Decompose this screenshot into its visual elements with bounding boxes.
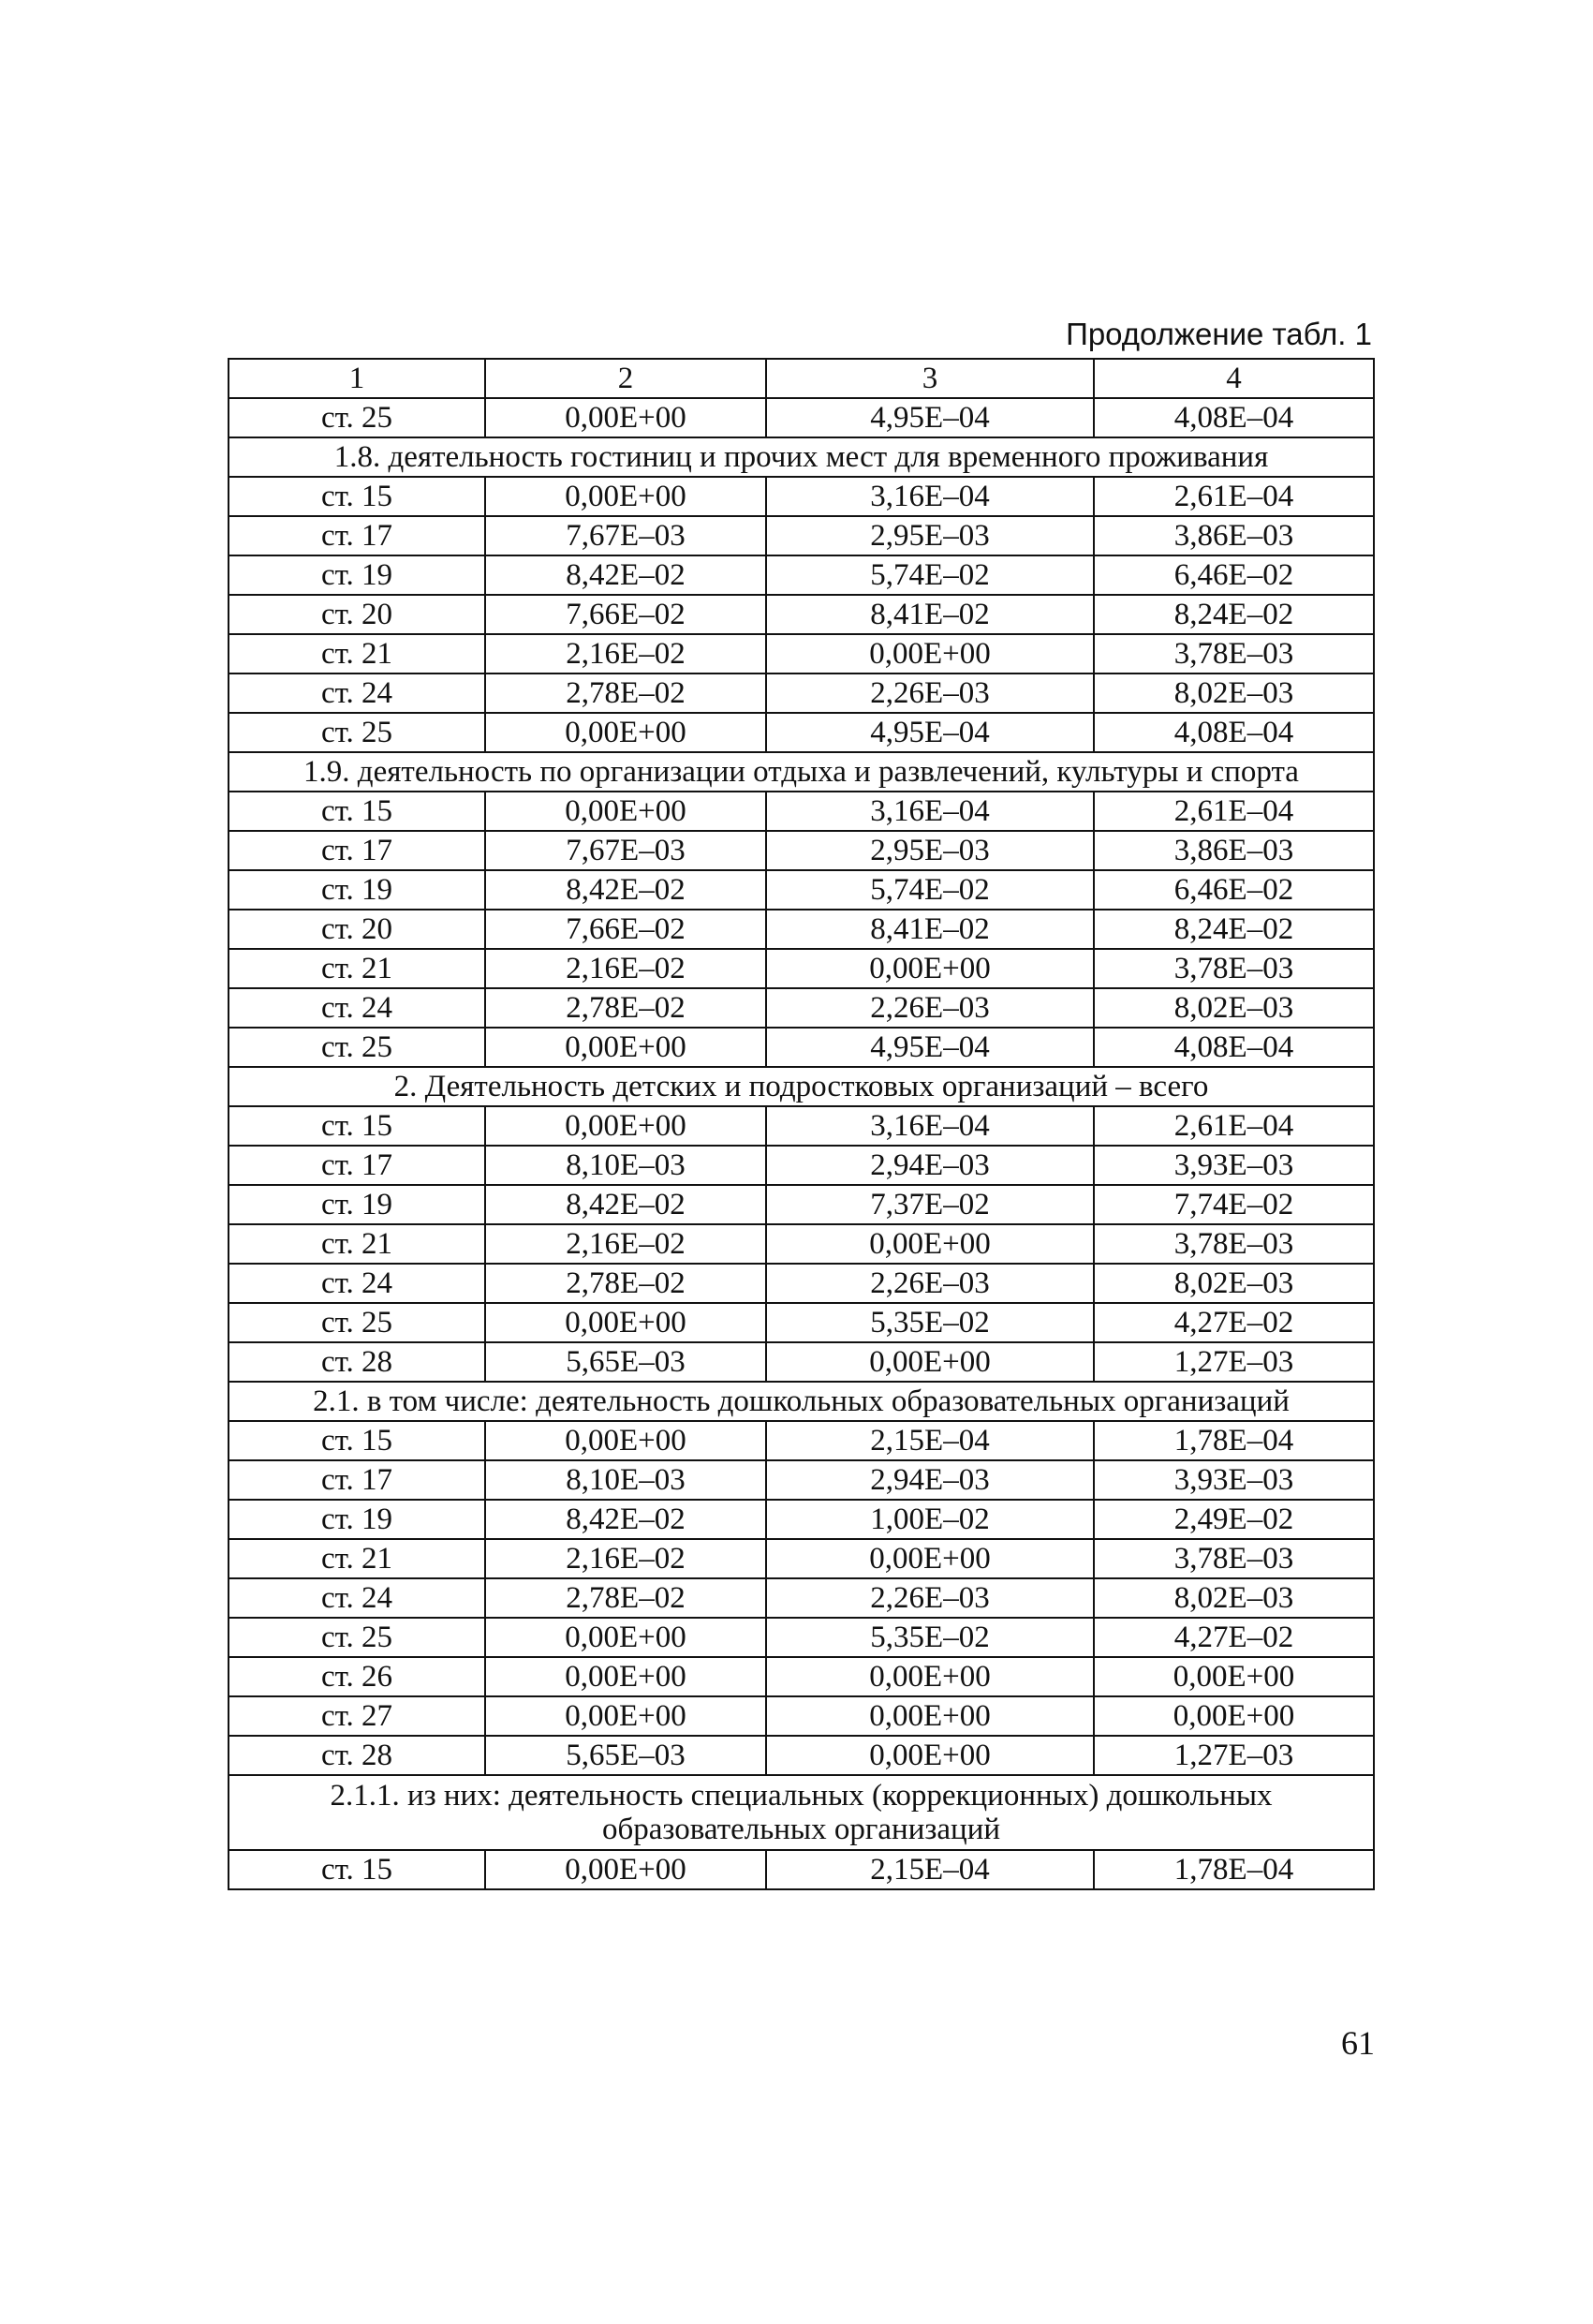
value-cell: 2,26E–03 [766, 1578, 1094, 1618]
table-row [229, 1500, 1374, 1539]
row-label-cell: ст. 28 [229, 1736, 485, 1775]
value-cell: 8,24E–02 [1094, 910, 1374, 949]
value-cell: 0,00E+00 [1094, 1696, 1374, 1736]
row-label-cell: ст. 15 [229, 792, 485, 831]
value-cell: 2,95E–03 [766, 831, 1094, 870]
row-label-cell: ст. 25 [229, 713, 485, 752]
value-cell: 2,94E–03 [766, 1460, 1094, 1500]
value-cell: 7,66E–02 [485, 595, 766, 634]
value-cell: 2,15E–04 [766, 1850, 1094, 1889]
value-cell: 7,74E–02 [1094, 1185, 1374, 1224]
table-row [229, 1303, 1374, 1342]
value-cell: 2,61E–04 [1094, 477, 1374, 516]
value-cell: 8,10E–03 [485, 1460, 766, 1500]
value-cell: 2,16E–02 [485, 1539, 766, 1578]
row-label-cell: ст. 21 [229, 634, 485, 674]
row-label-cell: ст. 15 [229, 1850, 485, 1889]
section-title: 2.1. в том числе: деятельность дошкольных образовательных организаций [229, 1382, 1374, 1421]
row-label-cell: ст. 19 [229, 1185, 485, 1224]
table-row [229, 1185, 1374, 1224]
value-cell: 4,27E–02 [1094, 1303, 1374, 1342]
value-cell: 8,10E–03 [485, 1146, 766, 1185]
section-header-row [229, 1382, 1374, 1421]
row-label-cell: ст. 25 [229, 398, 485, 437]
row-label-cell: ст. 26 [229, 1657, 485, 1696]
value-cell: 4,08E–04 [1094, 713, 1374, 752]
table-row [229, 949, 1374, 988]
column-header: 4 [1094, 359, 1374, 398]
data-table [228, 358, 1375, 1890]
value-cell: 0,00E+00 [766, 1736, 1094, 1775]
section-title: 1.9. деятельность по организации отдыха и развлечений, культуры и спорта [229, 752, 1374, 792]
section-title: 2.1.1. из них: деятельность специальных (коррекционных) дошкольных образовательных организаций [229, 1775, 1374, 1850]
value-cell: 3,16E–04 [766, 1106, 1094, 1146]
value-cell: 1,27E–03 [1094, 1342, 1374, 1382]
value-cell: 1,27E–03 [1094, 1736, 1374, 1775]
row-label-cell: ст. 17 [229, 1146, 485, 1185]
table-row [229, 674, 1374, 713]
value-cell: 3,93E–03 [1094, 1146, 1374, 1185]
value-cell: 8,42E–02 [485, 870, 766, 910]
value-cell: 5,65E–03 [485, 1342, 766, 1382]
value-cell: 0,00E+00 [485, 1106, 766, 1146]
value-cell: 7,67E–03 [485, 516, 766, 555]
table-row [229, 1850, 1374, 1889]
value-cell: 7,37E–02 [766, 1185, 1094, 1224]
row-label-cell: ст. 17 [229, 516, 485, 555]
row-label-cell: ст. 17 [229, 831, 485, 870]
value-cell: 2,26E–03 [766, 1264, 1094, 1303]
table-row [229, 1657, 1374, 1696]
value-cell: 3,16E–04 [766, 477, 1094, 516]
section-header-row [229, 1775, 1374, 1850]
value-cell: 2,49E–02 [1094, 1500, 1374, 1539]
section-header-row [229, 752, 1374, 792]
row-label-cell: ст. 24 [229, 988, 485, 1028]
value-cell: 3,78E–03 [1094, 949, 1374, 988]
value-cell: 7,67E–03 [485, 831, 766, 870]
value-cell: 1,78E–04 [1094, 1421, 1374, 1460]
value-cell: 0,00E+00 [485, 477, 766, 516]
value-cell: 3,16E–04 [766, 792, 1094, 831]
value-cell: 0,00E+00 [485, 1618, 766, 1657]
row-label-cell: ст. 15 [229, 1421, 485, 1460]
column-header: 2 [485, 359, 766, 398]
value-cell: 5,74E–02 [766, 870, 1094, 910]
value-cell: 2,15E–04 [766, 1421, 1094, 1460]
value-cell: 8,02E–03 [1094, 988, 1374, 1028]
row-label-cell: ст. 24 [229, 674, 485, 713]
value-cell: 0,00E+00 [766, 1342, 1094, 1382]
table-row [229, 1421, 1374, 1460]
row-label-cell: ст. 24 [229, 1264, 485, 1303]
section-header-row [229, 1067, 1374, 1106]
row-label-cell: ст. 21 [229, 1224, 485, 1264]
table-row [229, 1736, 1374, 1775]
table-body [229, 398, 1374, 1889]
table-row [229, 1146, 1374, 1185]
table-row [229, 1342, 1374, 1382]
table-row [229, 1028, 1374, 1067]
value-cell: 3,86E–03 [1094, 831, 1374, 870]
value-cell: 5,35E–02 [766, 1618, 1094, 1657]
value-cell: 8,02E–03 [1094, 674, 1374, 713]
table-row [229, 1224, 1374, 1264]
value-cell: 4,27E–02 [1094, 1618, 1374, 1657]
table-row [229, 398, 1374, 437]
value-cell: 0,00E+00 [485, 792, 766, 831]
row-label-cell: ст. 19 [229, 555, 485, 595]
table-row [229, 1460, 1374, 1500]
value-cell: 0,00E+00 [485, 713, 766, 752]
value-cell: 8,41E–02 [766, 595, 1094, 634]
value-cell: 3,78E–03 [1094, 1539, 1374, 1578]
row-label-cell: ст. 20 [229, 910, 485, 949]
value-cell: 0,00E+00 [485, 1850, 766, 1889]
table-row [229, 1539, 1374, 1578]
value-cell: 4,95E–04 [766, 398, 1094, 437]
row-label-cell: ст. 27 [229, 1696, 485, 1736]
row-label-cell: ст. 15 [229, 477, 485, 516]
value-cell: 2,78E–02 [485, 988, 766, 1028]
table-row [229, 477, 1374, 516]
table-row [229, 555, 1374, 595]
value-cell: 8,02E–03 [1094, 1264, 1374, 1303]
value-cell: 6,46E–02 [1094, 555, 1374, 595]
value-cell: 0,00E+00 [1094, 1657, 1374, 1696]
value-cell: 6,46E–02 [1094, 870, 1374, 910]
value-cell: 0,00E+00 [485, 1303, 766, 1342]
table-row [229, 1106, 1374, 1146]
row-label-cell: ст. 25 [229, 1028, 485, 1067]
section-title: 1.8. деятельность гостиниц и прочих мест для временного проживания [229, 437, 1374, 477]
value-cell: 0,00E+00 [766, 1539, 1094, 1578]
value-cell: 1,78E–04 [1094, 1850, 1374, 1889]
value-cell: 0,00E+00 [766, 1657, 1094, 1696]
value-cell: 4,08E–04 [1094, 1028, 1374, 1067]
value-cell: 2,16E–02 [485, 949, 766, 988]
value-cell: 0,00E+00 [766, 949, 1094, 988]
value-cell: 2,78E–02 [485, 1264, 766, 1303]
value-cell: 3,78E–03 [1094, 1224, 1374, 1264]
value-cell: 4,95E–04 [766, 713, 1094, 752]
value-cell: 8,42E–02 [485, 555, 766, 595]
table-row [229, 516, 1374, 555]
table-row [229, 792, 1374, 831]
value-cell: 5,65E–03 [485, 1736, 766, 1775]
value-cell: 3,78E–03 [1094, 634, 1374, 674]
value-cell: 0,00E+00 [766, 1696, 1094, 1736]
value-cell: 3,93E–03 [1094, 1460, 1374, 1500]
table-header-row [229, 359, 1374, 398]
value-cell: 5,35E–02 [766, 1303, 1094, 1342]
section-title: 2. Деятельность детских и подростковых организаций – всего [229, 1067, 1374, 1106]
value-cell: 7,66E–02 [485, 910, 766, 949]
column-header: 1 [229, 359, 485, 398]
row-label-cell: ст. 20 [229, 595, 485, 634]
value-cell: 2,78E–02 [485, 674, 766, 713]
row-label-cell: ст. 21 [229, 949, 485, 988]
row-label-cell: ст. 15 [229, 1106, 485, 1146]
value-cell: 2,26E–03 [766, 988, 1094, 1028]
table-caption: Продолжение табл. 1 [1066, 317, 1372, 351]
value-cell: 0,00E+00 [485, 1421, 766, 1460]
value-cell: 5,74E–02 [766, 555, 1094, 595]
value-cell: 8,24E–02 [1094, 595, 1374, 634]
column-header: 3 [766, 359, 1094, 398]
value-cell: 8,42E–02 [485, 1500, 766, 1539]
value-cell: 2,16E–02 [485, 1224, 766, 1264]
table-row [229, 1618, 1374, 1657]
value-cell: 2,95E–03 [766, 516, 1094, 555]
value-cell: 2,61E–04 [1094, 792, 1374, 831]
row-label-cell: ст. 17 [229, 1460, 485, 1500]
value-cell: 0,00E+00 [485, 1696, 766, 1736]
value-cell: 2,78E–02 [485, 1578, 766, 1618]
row-label-cell: ст. 25 [229, 1618, 485, 1657]
row-label-cell: ст. 19 [229, 870, 485, 910]
table-row [229, 1264, 1374, 1303]
value-cell: 2,94E–03 [766, 1146, 1094, 1185]
table-row [229, 870, 1374, 910]
value-cell: 8,42E–02 [485, 1185, 766, 1224]
table-row [229, 988, 1374, 1028]
row-label-cell: ст. 19 [229, 1500, 485, 1539]
table-row [229, 713, 1374, 752]
value-cell: 8,02E–03 [1094, 1578, 1374, 1618]
table-row [229, 1696, 1374, 1736]
row-label-cell: ст. 24 [229, 1578, 485, 1618]
page-number: 61 [1341, 2024, 1375, 2062]
table-row [229, 831, 1374, 870]
value-cell: 4,95E–04 [766, 1028, 1094, 1067]
row-label-cell: ст. 28 [229, 1342, 485, 1382]
value-cell: 2,61E–04 [1094, 1106, 1374, 1146]
value-cell: 4,08E–04 [1094, 398, 1374, 437]
row-label-cell: ст. 21 [229, 1539, 485, 1578]
value-cell: 0,00E+00 [766, 634, 1094, 674]
value-cell: 0,00E+00 [485, 398, 766, 437]
value-cell: 0,00E+00 [485, 1028, 766, 1067]
value-cell: 2,26E–03 [766, 674, 1094, 713]
table-row [229, 595, 1374, 634]
value-cell: 3,86E–03 [1094, 516, 1374, 555]
table-row [229, 634, 1374, 674]
value-cell: 2,16E–02 [485, 634, 766, 674]
value-cell: 0,00E+00 [485, 1657, 766, 1696]
value-cell: 1,00E–02 [766, 1500, 1094, 1539]
value-cell: 0,00E+00 [766, 1224, 1094, 1264]
row-label-cell: ст. 25 [229, 1303, 485, 1342]
table-row [229, 910, 1374, 949]
section-header-row [229, 437, 1374, 477]
table-row [229, 1578, 1374, 1618]
value-cell: 8,41E–02 [766, 910, 1094, 949]
